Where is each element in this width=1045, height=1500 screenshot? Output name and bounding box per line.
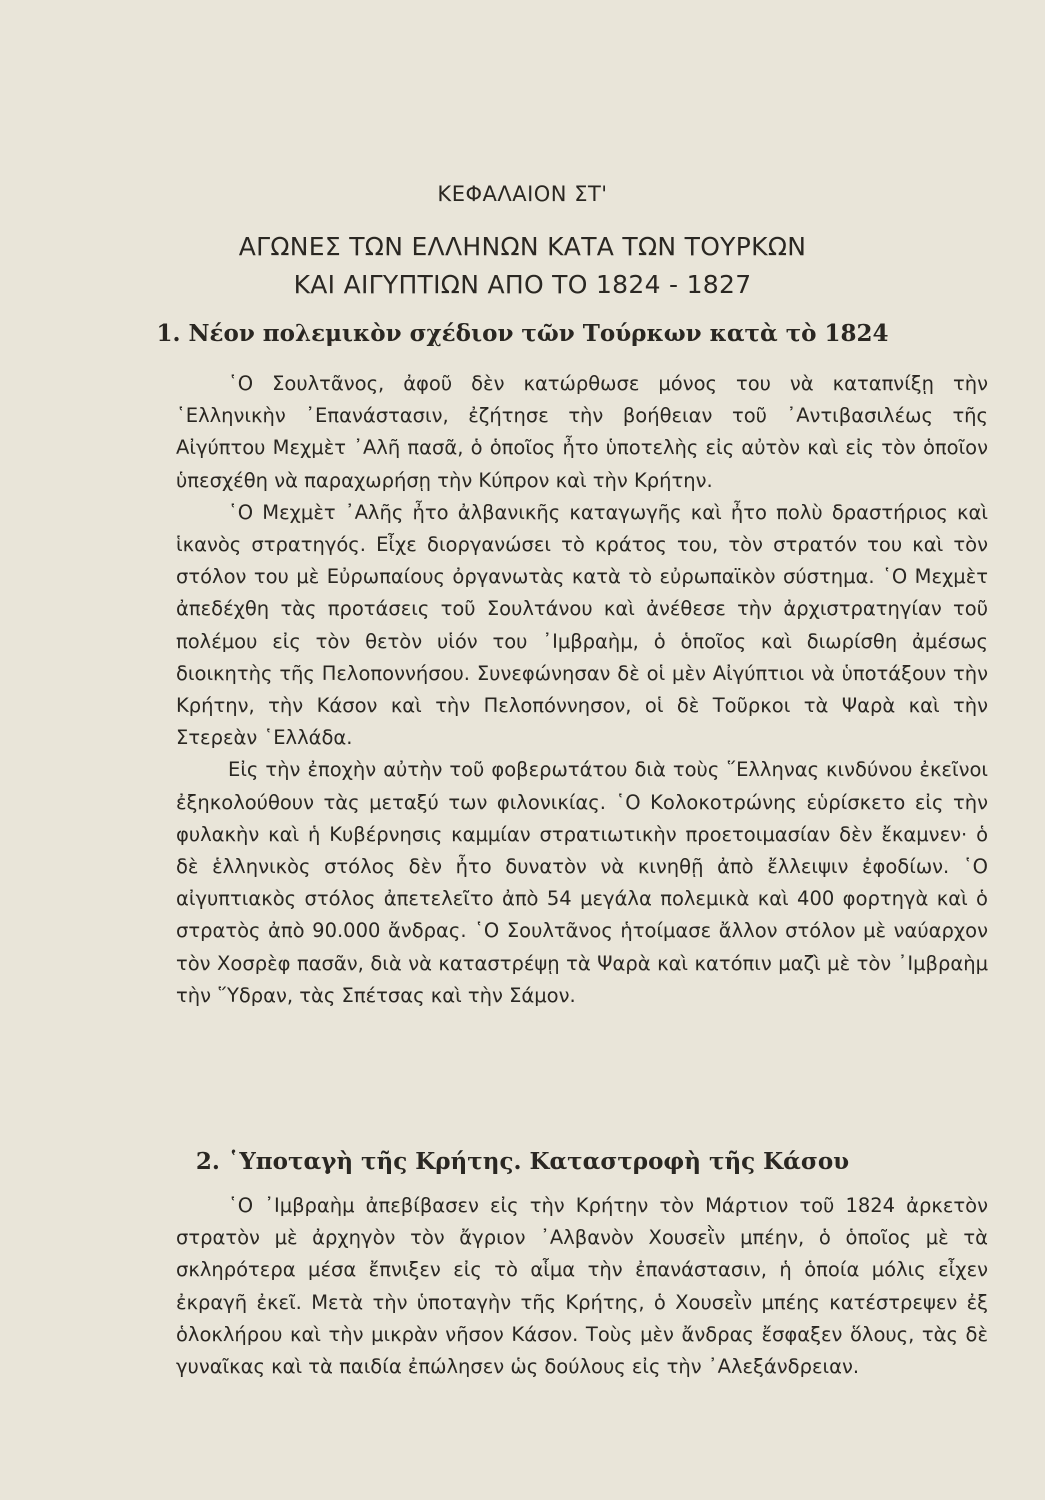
chapter-title-line: ΑΓΩΝΕΣ ΤΩΝ ΕΛΛΗΝΩΝ ΚΑΤΑ ΤΩΝ ΤΟΥΡΚΩΝ bbox=[238, 232, 807, 261]
paragraph: Εἰς τὴν ἐποχὴν αὐτὴν τοῦ φοβερωτάτου διὰ τοὺς ῞Ελληνας κινδύνου ἐκεῖνοι ἐξηκολούθουν τὰς μεταξύ των φιλονικίας. ῾Ο Κολοκοτρώνης εὑρίσκετο εἰς τὴν φυλακὴν καὶ ἡ Κυβέρνησις καμμίαν στρατιωτικὴν προετοιμασίαν δὲν ἔκαμνεν· ὁ δὲ ἑλληνικὸς στόλος δὲν ἦτο δυνατὸν νὰ κινηθῇ ἀπὸ ἔλλειψιν ἐφοδίων. ῾Ο αἰγυπτιακὸς στόλος ἀπετελεῖτο ἀπὸ 54 μεγάλα πολεμικὰ καὶ 400 φορτηγὰ καὶ ὁ στρατὸς ἀπὸ 90.000 ἄνδρας. ῾Ο Σουλτᾶνος ἡτοίμασε ἄλλον στόλον μὲ ναύαρχον τὸν Χοσρὲφ πασᾶν, διὰ νὰ καταστρέψῃ τὰ Ψαρὰ καὶ κατόπιν μαζὶ μὲ τὸν ᾿Ιμβραὴμ τὴν ῞Υδραν, τὰς Σπέτσας καὶ τὴν Σάμον. bbox=[176, 758, 988, 1007]
section-heading: 1. Νέον πολεμικὸν σχέδιον τῶν Τούρκων κατὰ τὸ 1824 bbox=[156, 320, 889, 347]
paragraph: ῾Ο ᾿Ιμβραὴμ ἀπεβίβασεν εἰς τὴν Κρήτην τὸν Μάρτιον τοῦ 1824 ἀρκετὸν στρατὸν μὲ ἀρχηγὸν τὸν ἄγριον ᾿Αλβανὸν Χουσεῒν μπέην, ὁ ὁποῖος μὲ τὰ σκληρότερα μέσα ἔπνιξεν εἰς τὸ αἷμα τὴν ἐπανάστασιν, ἡ ὁποία μόλις εἶχεν ἐκραγῆ ἐκεῖ. Μετὰ τὴν ὑποταγὴν τῆς Κρήτης, ὁ Χουσεῒν μπέης κατέστρεψεν ἐξ ὁλοκλήρου καὶ τὴν μικρὰν νῆσον Κάσον. Τοὺς μὲν ἄνδρας ἔσφαξεν ὅλους, τὰς δὲ γυναῖκας καὶ τὰ παιδία ἐπώλησεν ὡς δούλους εἰς τὴν ᾿Αλεξάνδρειαν. bbox=[176, 1194, 988, 1379]
paragraph: ῾Ο Σουλτᾶνος, ἀφοῦ δὲν κατώρθωσε μόνος του νὰ καταπνίξῃ τὴν ῾Ελληνικὴν ᾿Επανάστασιν, ἐζήτησε τὴν βοήθειαν τοῦ ᾿Αντιβασιλέως τῆς Αἰγύπτου Μεχμὲτ ᾿Αλῆ πασᾶ, ὁ ὁποῖος ἦτο ὑποτελὴς εἰς αὐτὸν καὶ εἰς τὸν ὁποῖον ὑπεσχέθη νὰ παραχωρήσῃ τὴν Κύπρον καὶ τὴν Κρήτην. bbox=[176, 372, 988, 492]
chapter-label: ΚΕΦΑΛΑΙΟΝ ΣΤ' bbox=[437, 182, 608, 206]
chapter-title-line: ΚΑΙ ΑΙΓΥΠΤΙΩΝ ΑΠΟ ΤΟ 1824 - 1827 bbox=[293, 270, 752, 299]
section-heading: 2. ῾Υποταγὴ τῆς Κρήτης. Καταστροφὴ τῆς Κάσου bbox=[195, 1148, 850, 1175]
section-body bbox=[176, 1190, 988, 1383]
section-body bbox=[176, 368, 988, 1012]
paragraph: ῾Ο Μεχμὲτ ᾿Αλῆς ἦτο ἀλβανικῆς καταγωγῆς καὶ ἦτο πολὺ δραστήριος καὶ ἱκανὸς στρατηγός. Εἶχε διοργανώσει τὸ κράτος του, τὸν στρατόν του καὶ τὸν στόλον του μὲ Εὐρωπαίους ὀργανωτὰς κατὰ τὸ εὐρωπαϊκὸν σύστημα. ῾Ο Μεχμὲτ ἀπεδέχθη τὰς προτάσεις τοῦ Σουλτάνου καὶ ἀνέθεσε τὴν ἀρχιστρατηγίαν τοῦ πολέμου εἰς τὸν θετὸν υἱόν του ᾿Ιμβραὴμ, ὁ ὁποῖος καὶ διωρίσθη ἀμέσως διοικητὴς τῆς Πελοποννήσου. Συνεφώνησαν δὲ οἱ μὲν Αἰγύπτιοι νὰ ὑποτάξουν τὴν Κρήτην, τὴν Κάσον καὶ τὴν Πελοπόννησον, οἱ δὲ Τοῦρκοι τὰ Ψαρὰ καὶ τὴν Στερεὰν ῾Ελλάδα. bbox=[176, 500, 988, 750]
chapter-title bbox=[0, 228, 1045, 304]
